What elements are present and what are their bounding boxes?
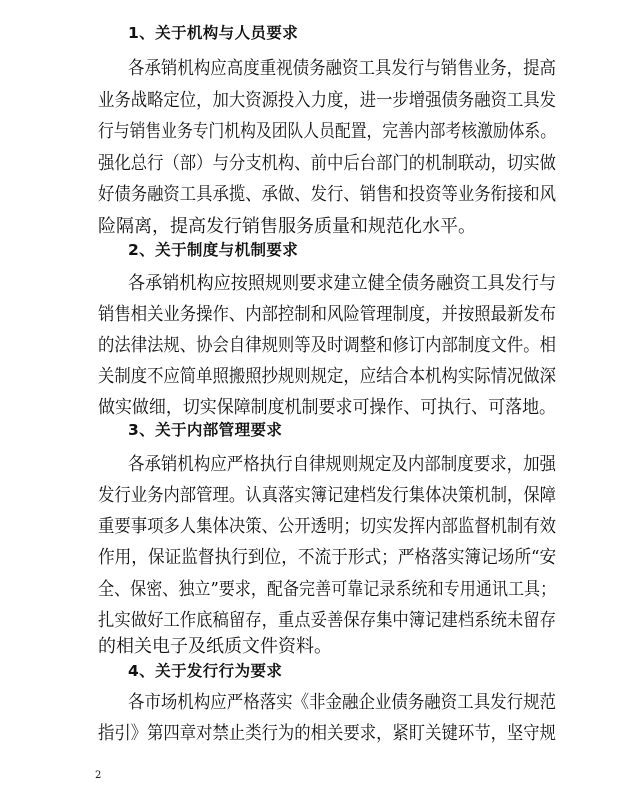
page-number: 2 <box>95 770 102 781</box>
section-3-line-6: 扎实做好工作底稿留存，重点妥善保存集中簿记建档系统未留存 <box>98 610 556 631</box>
section-3-line-4: 作用，保证监督执行到位，不流于形式；严格落实簿记场所“安 <box>98 547 557 568</box>
section-3-line-3: 重要事项多人集体决策、公开透明；切实发挥内部监督机制有效 <box>98 516 556 537</box>
section-2-heading: 2、关于制度与机制要求 <box>128 241 299 259</box>
section-2-line-3: 的法律法规、协会自律规则等及时调整和修订内部制度文件。相 <box>98 335 556 356</box>
section-4-heading: 4、关于发行行为要求 <box>128 662 283 680</box>
section-4-line-2: 指引》第四章对禁止类行为的相关要求，紧盯关键环节，坚守规 <box>98 723 556 744</box>
section-1-line-6: 险隔离，提高发行销售服务质量和规范化水平。 <box>98 216 476 237</box>
section-4-line-1: 各市场机构应严格落实《非金融企业债务融资工具发行规范 <box>128 692 556 713</box>
section-1-heading: 1、关于机构与人员要求 <box>128 24 299 42</box>
section-2-line-5: 做实做细，切实保障制度机制要求可操作、可执行、可落地。 <box>98 397 556 418</box>
section-3-line-1: 各承销机构应严格执行自律规则规定及内部制度要求，加强 <box>128 454 556 475</box>
section-3-line-7: 的相关电子及纸质文件资料。 <box>98 636 332 657</box>
section-2-line-1: 各承销机构应按照规则要求建立健全债务融资工具发行与 <box>128 273 556 294</box>
section-2-line-4: 关制度不应简单照搬照抄规则规定，应结合本机构实际情况做深 <box>98 366 556 387</box>
section-1-line-5: 好债务融资工具承揽、承做、发行、销售和投资等业务衔接和风 <box>98 184 556 205</box>
section-1-line-2: 业务战略定位，加大资源投入力度，进一步增强债务融资工具发 <box>98 90 556 111</box>
section-1-line-4: 强化总行（部）与分支机构、前中后台部门的机制联动，切实做 <box>98 153 556 174</box>
section-1-line-1: 各承销机构应高度重视债务融资工具发行与销售业务，提高 <box>128 58 556 79</box>
section-3-line-2: 发行业务内部管理。认真落实簿记建档发行集体决策机制，保障 <box>98 485 556 506</box>
section-1-line-3: 行与销售业务专门机构及团队人员配置，完善内部考核激励体系。 <box>98 121 556 142</box>
section-2-line-2: 销售相关业务操作、内部控制和风险管理制度，并按照最新发布 <box>98 304 556 325</box>
section-3-heading: 3、关于内部管理要求 <box>128 421 283 439</box>
section-3-line-5: 全、保密、独立”要求，配备完善可靠记录系统和专用通讯工具； <box>98 579 557 600</box>
